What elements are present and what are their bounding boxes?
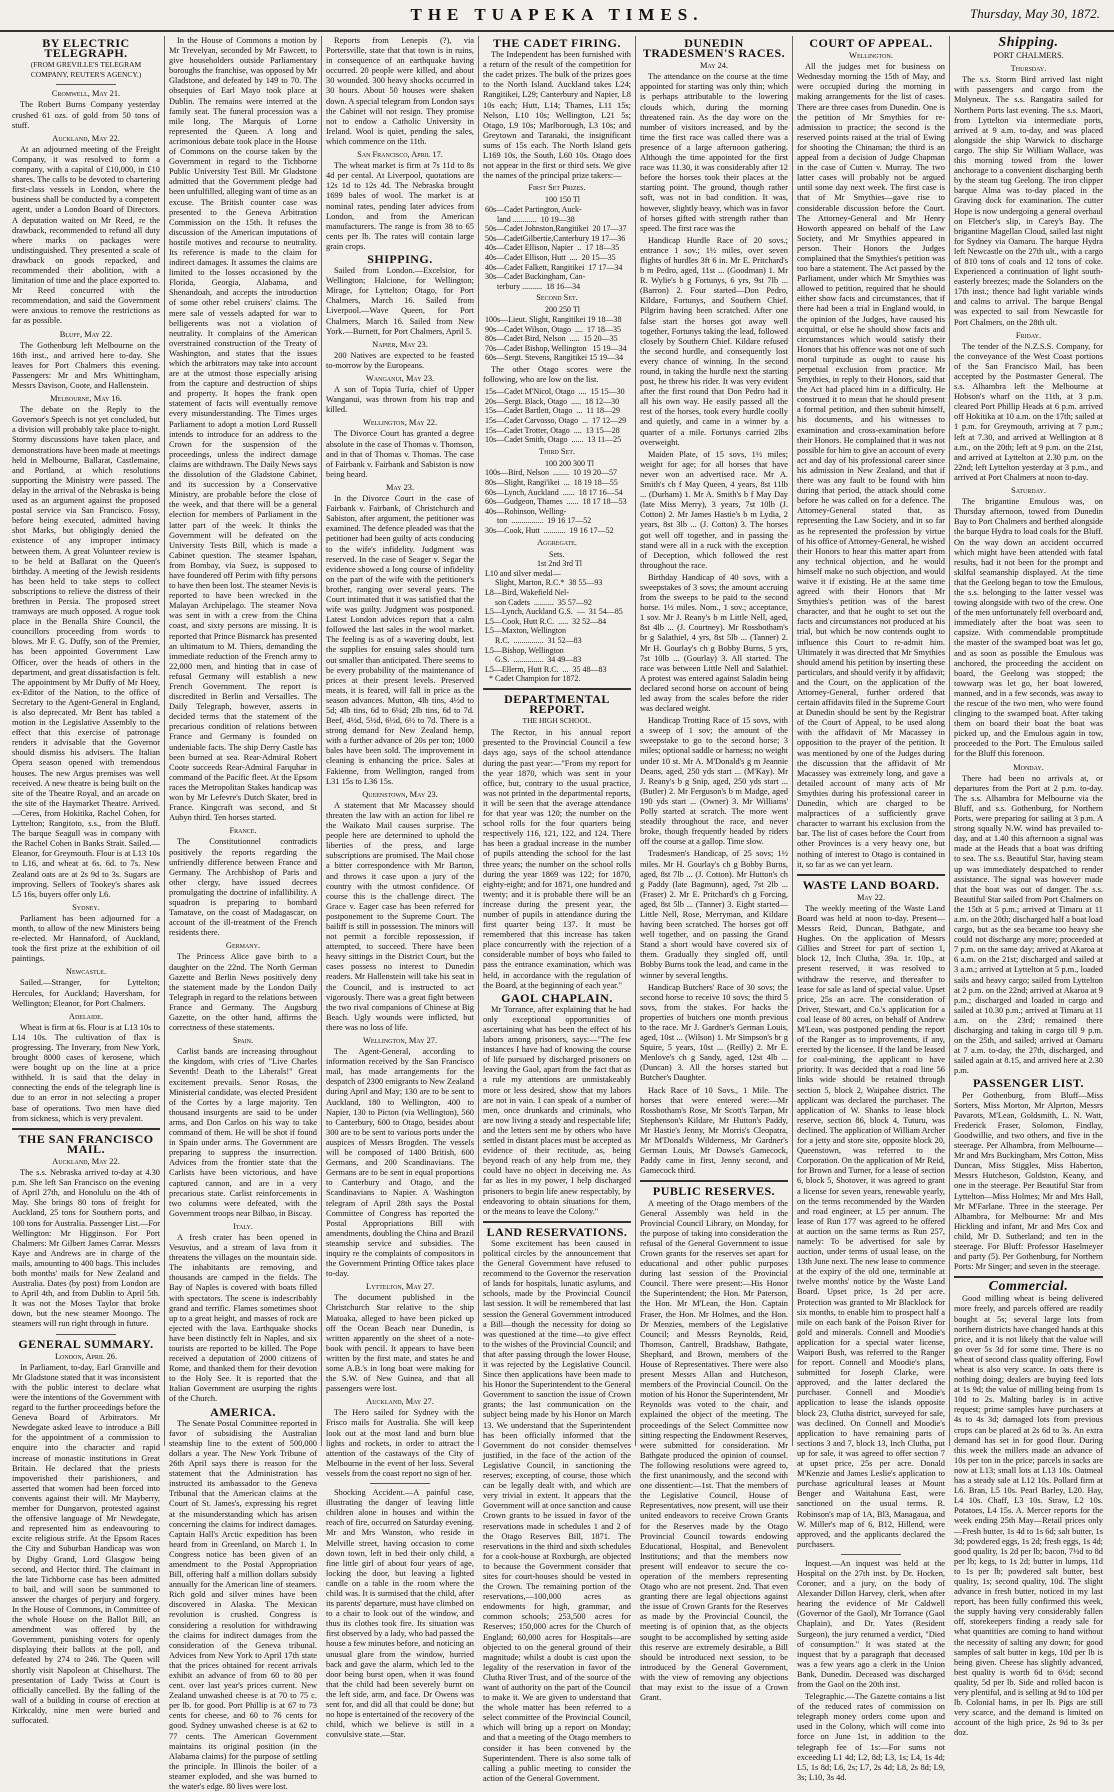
divider	[56, 1334, 115, 1335]
dateline: London, April 26.	[54, 1351, 118, 1361]
dateline: Germany.	[225, 941, 261, 951]
table-subheading: Second Set.	[536, 293, 578, 303]
subheading: THE HIGH SCHOOL.	[522, 716, 592, 726]
dateline: Wellington.	[849, 51, 893, 61]
article-paragraph: The Constitutionnel contradicts positively the reports regarding the unfriendly difference between France and Germany. The Archbishop of Paris and other clergy, have issued decrees promulgating the doctrine of infallibility. A squadron is preparing to bombard Tamatave, on the coast of Madagascar, on account of the ill-treatment of the French residents there.	[169, 837, 317, 938]
article-paragraph: Parliament has been adjourned for a month, to allow of the new Ministers being re-elected. Mr Hannaford, of Auckland, took the first prize at the exhibition of oil paintings.	[12, 913, 160, 964]
divider	[797, 874, 945, 876]
score-table: 200 250 Tl 100s—Lieut. Slight, Rangitikei 19 18—38 90s—Cadet Wilson, Otago .... 17 18—35 80s—Cadet Bird, Nelson ..... 15 20—35 70s—Cadet Bishop, Wellington 15 19—34 60s—Sergt. Stevens, Rangitikei 15 19—34	[485, 305, 627, 363]
table-subheading: Aggregate.	[537, 537, 577, 547]
article-paragraph: The Robert Burns Company yesterday crushed 61 ozs. of gold from 50 tons of stuff.	[12, 100, 160, 130]
section-heading: GAOL CHAPLAIN.	[501, 990, 613, 1005]
dateline: San Francisco, April 17.	[357, 150, 443, 160]
article-paragraph: Handicap Trotting Race of 15 sovs, with a sweep of 1 sov; the amount of the sweepstake to go to the second horse; 3 miles; optional saddle or harness; no weight under 10 st. Mr A. M'Donald's g m Jeannie Deans, aged, 250 yds start ... (M'Kay). Mr J. Reany's b g Snip, aged, 250 yds start ... (Butler) 2. Mr Ferguson's b m Madge, aged 190 yds start ... (Owner) 3. Mr Williams' Polly started at scratch. The more went steadily throughout the race, and never broke, though frequently headed by riders off the course at a gallop. Time slow.	[640, 716, 788, 847]
divider	[483, 1221, 631, 1223]
article-paragraph: A meeting of the Otago members of the General Assembly was held in the Provincial Council Library, on Monday, for the purpose of taking into consideration the refusal of the General Government to issue Crown grants for the reserves set apart for educational and other public purposes during last session of the Provincial Council. There were present:—His Honor the Superintendent; the Hon. Mr Paterson, the Hon. Mr M'Lean, the Hon. Captain Fraser, the Hon. Mr Holmes, and the Hon. Dr Menzies, members of the Legislative Council; and Messrs Reynolds, Reid, Thomson, Cantrell, Bradshaw, Bathgate, Shephard, and Brown, members of the House of Representatives. There were also present Messrs Allan and Hutcheson, members of the Provincial Council. On the motion of his Honor the Superintendent, Mr Reynolds was voted to the chair, and explained the object of the meeting. The proceedings of the Select Committee now sitting respecting the Endowment Reserves, were submitted for consideration. Mr Bathgate produced the opinion of counsel. The following resolutions were agreed to, the first unanimously, and the second with one dissentient:—1st. That the members of the Legislative Council, House of Representatives, now present, will use their united endeavors to receive Crown Grants for the Reserves made by the Otago Provincial Council towards endowing Educational, Hospital, and Benevolent Institutions; and that the members now present will endeavor to secure the co-operation of the members representing Otago who are not present. 2nd. That even granting there are legal objections against the issue of Crown Grants for the Reserves as made by the Provincial Council, the meeting is of opinion that, as the objects sought to be accomplished by setting aside this reserve are extremely desirable, a Bill should be introduced next session, to be introduced by the General Government, with the view of removing any objections that may exist to the issue of a Crown Grant.	[640, 1198, 788, 1703]
dateline: Wellington, May 22.	[362, 418, 438, 428]
divider	[370, 1483, 429, 1484]
article-paragraph: Handicap Butchers' Race of 30 sovs; the second horse to receive 10 sovs; the third 5 sovs, from the stakes. For hacks the properties of butchers one month previous to the race. Mr J. Gardner's German Louis, aged, 10st ... (Wilson) 1. Mr Simpson's br g Squire, 5 years, 10st ... (Reilly) 2. Mr E. Menlove's ch g Sandy, aged, 12st 4lb ... (Duncan) 3. All the horses started but Butcher's Daughter.	[640, 982, 788, 1083]
dateline: Saturday.	[1011, 486, 1046, 496]
article-paragraph: Per Gothenburg, from Bluff—Miss Sorters, Miss Morton, Mr Alprton, Messrs Pavarots, M'Lean, Goldsmith, L. N. Watt, Frederick Fraser, Solomon, Findlay, Goodwillie, and two others, and five in the steerage. Per Alhambra, from Melbourne—Mr and Mrs Buckingham, Mrs Cotton, Miss Duncan, Miss Stiggles, Miss Haberton, Messrs Hutcheson, Goldston, Keany, and one in the steerage. Per Beautiful Star from Lyttelton—Miss Holmes; Mr and Mrs Hall, Mr M'Farlane. Three in the steerage. Per Alhambra, for Melbourne: Mr and Mrs Hickling and infant, Mr and Mrs Cox and child, Mr D. Sutherland; and ten in the steerage. For Bluff: Professor Haselmeyer and party (5). Per Gothenburg, for Northern Ports: Mr Singer; and seven in the steerage.	[954, 1090, 1103, 1272]
article-paragraph: In the Divorce Court in the case of Fairbank v. Fairbank, of Christchurch and Sabiston, after argument, the petitioner was examined. The defence pleaded was that the petitioner had been guilty of acts conducing to the wife's infidelity. Judgment was reserved. In the case of Seager v. Segar the evidence showed a long course of infidelity on the part of the wife with the petitioner's brother, ranging over several years. The Court intimated that it was satisfied that the wife was guilty. Judgment was postponed. Latest London advices report that a calm followed the last sales in the wool market. The feeling is as of a wavering doubt, lest the supplies for ensuing sales should turn out smaller than anticipated. There seems to be every probability of the maintenance of prices at their present levels. Preserved meats, it is feared, will fall in price as the season advances. Mutton, 4lb tins, 4½d to 5d; 4lb tins, 6d to 6¼d; 2lb tins, 6d to 7d. Beef, 4½d, 5½d, 6½d, 6½ to 7d. There is a strong demand for New Zealand hemp, with a further advance of 20s per ton; 1000 bales have been sold. The improvement in cleaning is enhancing the price. Sales at Fakienne, from Wellington, ranged from L31 15s to L36 15s.	[326, 494, 474, 786]
article-paragraph: Inquest.—An inquest was held at the Hospital on the 27th inst. by Dr. Hocken, Coroner, and a jury, on the body of Alexander Dillon Harvey, clerk, when after hearing the evidence of Mr Caldwell (Governor of the Gaol), Mr Torrance (Gaol Chaplain), and Dr. Yates (Resident Surgeon), the jury returned a verdict, "Died of consumption." It was stated at the inquest that by a paragraph that deceased was a few years ago a clerk in the Union Bank, Dunedin. Deceased was discharged from the Gaol on the 20th inst.	[797, 1558, 945, 1689]
dateline: May 23.	[385, 482, 415, 492]
divider	[12, 1128, 160, 1130]
dateline: France.	[229, 826, 257, 836]
table-subheading: Third Set.	[539, 446, 575, 456]
article-paragraph: Good milling wheat is being delivered more freely, and parcels offered are readily bought at 5s; several large lots from northern districts have changed hands at this price, and it is not likely that the value will go over 5s 3d for some time. There is no wheat of second class quality offering. Fowl wheat is also very scarce. In oats there is nothing doing; dealers are buying feed lots at 1s 9d; the value of milling being from 1s 10d to 2s. Malting barley is in active request; prime samples have purchasers at 4s to 4s 3d; damaged lots from previous crops can be placed at 2s 6d to 3s. An extra demand has set in for good flour. During this week the millers made an advance of 10s per ton in the price; parcels in sacks are now at L13; small lots at L13 10s. Oatmeal has a steady sale at L12 10s. Pollard firm at L6. Bran, L5 10s. Pearl Barley, L20. Hay, L4 10s. Chaff, L3 10s. Straw, L2 10s. Potatoes, L4 15s. A. Mercer reports for the week ending 25th May—Retail prices only—Fresh butter, 1s 4d to 1s 6d; salt butter, 1s 3d; powdered eggs, 1s 2d; fresh eggs, 1s 4d; good quality, 1s 2d per lb; bacon, 7½d to 8d per lb; kegs, to 1s 2d; butter in lumps, 11d to 1s per lb; powdered salt butter, best quality, 1s; second quality, 10d. The slight advance in fresh butter, noticed in my last report, has been fully confirmed this week, the supply having very considerably fallen off, storekeepers finding a ready sale for what quantities are coming to hand without the necessity of salting any down; for good samples of salt butter in kegs, 10d per lb is being given. Cheese has slightly advanced, best quality is worth 6d to 6½d; second quality, 5d per lb. Side and rolled bacon is very plentiful, and is selling at 9d to 10d per lb. Colonial hams, in per lb. Pigs are still very scarce, and the demand is limited on account of the high price, 2s 9d to 3s per doz.	[954, 1294, 1103, 1738]
article-paragraph: The tender of the N.Z.S.S. Company, for the conveyance of the West Coast portions of the San Francisco Mail, has been accepted by the Postmaster General. The s.s. Alhambra left the Melbourne at Hobson's wharf on the 11th, at 3 p.m. cleared Port Phillip Heads at 6 p.m. arrived off Hokitika at 10 a.m. on the 17th; sailed at 1 p.m. for Greymouth, arriving at 7 p.m.; left at 7.30, and arrived at Wellington at 8 a.m., on the 20th; left at 9 p.m. on the 21st, and arrived at Lyttelton at 2.30 p.m. on the 22nd; left Lyttelton yesterday at 3 p.m., and arrived at Port Chalmers at noon to-day.	[954, 341, 1103, 482]
column-4	[479, 36, 636, 1783]
score-table: 100 200 300 Tl 100s—Bird, Nelson ........ 10 19 20—57 80s—Slight, Rangi'ikei ... 18 19 18—55 60s—Lynch, Auckland ...... 18 17 16—54 60s—Gudgeon, Thames ...... 18 17 18—53 40s—Robinson, Welling- ton ................ 19 16 17—52 30s—Cook, Hutt ........... 19 16 17—52	[485, 458, 627, 535]
dateline: PORT CHALMERS.	[993, 51, 1064, 61]
dateline: Queenstown, May 23.	[362, 789, 438, 799]
article-paragraph: Maiden Plate, of 15 sovs, 1½ miles; weight for age; for all horses that have never won an advertised race. Mr A. Smith's ch f May Queen, 4 years, 8st 11lb ... (Durham) 1. Mr A. Smith's b f May Day (late Miss Merry), 3 years, 7st 10lb (J. Cotton) 2. Mr James Hastie's b m Lydia, 2 years, 8st 3lb ... (J. Cotton) 3. The horses got well off together, and in passing the stand were all in a ruck with the exception of Deception, which followed the rest throughout the race.	[640, 449, 788, 570]
column-6	[793, 36, 950, 1782]
dateline: Spain.	[232, 1036, 254, 1046]
article-paragraph: Sailed.—Stranger, for Lyttelton; Hercules, for Auckland; Haversham, for Wellington; Eleanor, for Port Chalmers.	[12, 978, 160, 1008]
section-heading: Commercial.	[988, 1279, 1069, 1295]
article-paragraph: Sailed from London.—Excelsior, for Wellington; Halcione, for Wellington; Mirage, for Lyttelton; Otago, for Port Chalmers, March 16. Sailed from Liverpool.—Wave Queen, for Port Chalmers, March 16. Sailed from New York.—Burnett, for Port Chalmers, April 5.	[326, 266, 474, 336]
divider	[56, 84, 115, 85]
section-heading: SHIPPING.	[367, 251, 433, 266]
article-paragraph: Carlist bands are increasing throughout the kingdom, with cries of "Live Charles Seventh! Death to the Liberals!" Great excitement prevails. Senor Rosas, the Ministerial candidate, was elected President of the Cortes by a large majority. Ten thousand insurgents are said to be under arms, and Don Carlos on his way to take command of them. He will be shot if found in Spain under arms. The Government are preparing to suppress the insurrection. Advices from the frontier state that the Carlists have been victorious, and have captured cannon, and are in a very precarious state. Carlist reinforcements in two columns were defeated, with the Government troops near Bilbao, in Biscay.	[169, 1047, 317, 1218]
section-heading: THE SAN FRANCISCO MAIL.	[18, 1131, 154, 1156]
article-paragraph: Telegraphic.—The Gazette contains a list of the reduced rates of commission on telegraph money orders come upon and used in the Colony, which will come into force on June 1st, in addition to the telegraph fee of 1s:—For sums not exceeding L1 4d; L2, 8d; L3, 1s; L4, 1s 4d; L5, 1s 8d; L6, 2s; L7, 2s 4d; L8, 2s 8d; L9, 3s; L10, 3s 4d.	[797, 1692, 945, 1782]
article-paragraph: The attendance on the course at the time appointed for starting was only thin; which is perhaps attributable to the lowering clouds which, during the morning threatened rain. As the day wore on the number of visitors increased, and by the time the first race was called there was a presence of a large afternoon gathering. Although the time appointed for the first race was 11.30, it was considerably after 12 before the horses took their places at the starting point. The ground, though rather soft, was not in bad condition. It was, however, slightly heavy, which was in favor of horses gifted with strength rather than speed. The first race was the	[640, 72, 788, 233]
section-heading: DEPARTMENTAL REPORT.	[504, 692, 610, 717]
article-paragraph: The debate on the Reply to the Governor's Speech is not yet concluded, but a division will probably take place to-night. Stormy discussions have taken place, and demonstrations have been made at meetings held in Melbourne, Ballarat, Castlemaine, and Portland, at which resolutions supporting the Ministry were passed. The delay in the arrival of the Nebraska is being used as an argument against the proposed postal service via San Francisco. Fossy, before being executed, admitted having shot Marks, but obligingly denied the existence of any improper intimacy between them. A great Volunteer review is to be held at Ballarat on the Queen's birthday. A meeting of the Jewish residents has been held to take steps to collect subscriptions to relieve the distress of their brethren in Persia. The proposed street tramways are much opposed. A rogue took place in the Benalla Shire Council, the councillors proceeding from words to blows. Mr F. G. Duffy, son of the Premier, has been appointed Government Law Officer, over the heads of others in the department, and great dissatisfaction is felt. The appointment by Mr Duffy of Mr Hoey, ex-Editor of the Nation, to the office of Secretary to the Agent-General in England, is also deprecated. Mr Bent has tabled a motion in the Legislative Assembly to the effect that this exercise of patronage renders it advisable that the Governor should dismiss his advisers. The Italian Opera season opened with tremendous houses. The new Argus premises was well received. A new theatre is being built on the site of the Theatre Royal, and an arcade on the site of the Haymarket Theatre. Arrived.—Ceres, from Hokitika, Rachel Cohen, for Lyttelton; Rangitoto, s.s., from the Bluff. The barque Seagull was in company with the Rachel Cohen in Banks Strait. Sailed.—Eleanor, for Greymouth. Flour is at L13 10s to L16, and wheat at 6s. 6d. to 7s. New Zealand oats are at 2s 9d to 3s. Sugars are improving. Sellers of Tookey's shares ask L5 16s, buyers offer only L6.	[12, 405, 160, 899]
divider	[954, 1276, 1103, 1278]
dateline: Melbourne, May 16.	[50, 394, 122, 404]
dateline: Auckland, May 22.	[52, 133, 120, 143]
article-paragraph: The other Otago scores were the following, who are low on the list.	[483, 365, 631, 385]
article-paragraph: In the House of Commons a motion by Mr Trevelyan, seconded by Mr Fawcett, to give householders outside Parliamentary boroughs the franchise, was opposed by Mr Gladstone, and defeated by 149 to 70. The obsequies of Earl Mayo took place at Dublin. The remains were interred at the family seat. The funeral procession was a mile long. The Marquis of Lorne represented the Queen. A long and acrimonious debate took place in the House of Commons on the course taken by the Government in regard to the Tichborne Public University Test Bill. Mr Gladstone admitted that the Government pledge had been unfulfilled, alleging want of time as an excuse. The British counter case was presented to the Geneva Arbitration Commission on the 15th. It refuses the discussion of the American imputations of hostile motives and recourse to neutrality. Its reference is made to the claim for indirect damages. It assumes the claims are limited to the losses occasioned by the Florida, Georgia, Alabama, and Shenandoah, and accepts the introduction of some other rebel cruisers' claims. The mere sale of vessels adapted for war to belligerents was not a violation of neutrality. It complains of the American overstrained construction of the Treaty of Washington, and states that the issues which the arbitrators may take into account are at the utmost those especially arising from the capture and destruction of ships and property. It hopes the frank open statement of facts will eventually remove every misunderstanding. The Times urges Parliament to adopt a motion Lord Russell intends to introduce for an address to the Crown for the suspension of the proceedings, unless the indirect damage claims are withdrawn. The Daily News says the dissolution of the Gladstone Cabinet, and its succession by a Conservative Ministry, are probable before the close of the week, and that there will be a general election for members of Parliament in the latter part of the week. It thinks the Government will be defeated on the University Tests Bill, which is made a Cabinet question. The steamer Ispahan, from Bombay, via Suez, is supposed to have foundered off Perim with fifty persons to have then been lost. The steamer Nevis is reported to have been wrecked in the Malayan Archipelago. The steamer Nova was sent in with a crew from the China coast, and sixty persons are missing. It is reported that Prince Bismarck has presented an ultimatum to M. Thiers, demanding the immediate reduction of the French army to 22,000 men, and hinting that in case of refusal Germany will establish a new French Government. The report is discredited in Berlin and Versailles. The Daily Telegraph, however, asserts in decided terms that the statement of the precarious condition of relations between France and Germany is founded on undeniable facts. The ship Derry Castle has been burned at sea. Rear-Admiral Robert Coote succeeds Rear-Admiral Farquhar in command of the Pacific fleet. At the Epsom races the Metropolitan Stakes handicap was won by Mr Lefevre's Dutch Skater, bred in France. Kingcraft was second, and St Aubyn third. Ten horses started.	[169, 36, 317, 823]
dateline: Auckland, May 22.	[52, 1156, 120, 1166]
article-paragraph: Hack Race of 10 Sovs., 1 Mile. The horses that were entered were:—Mr Rossbotham's Rose, Mr Scott's Tarpan, Mr Stephenson's Kildare, Mr Hutton's Paddy, Mr Hastie's Jenny, Mr Morris's Cleopatra, Mr M'Donald's Wilderness, Mr Gardner's German Louis, Mr Dowse's Gamecock, Paddy came in first, Jenny second, and Gamecock third.	[640, 1085, 788, 1176]
dateline: Lyttelton, May 27.	[365, 1282, 435, 1292]
column-3	[322, 36, 479, 1740]
dateline: Bluff, May 22.	[59, 329, 113, 339]
article-paragraph: In Parliament, to-day, Earl Granville and Mr Gladstone stated that it was inconsistent with the public interest to declare what were the intentions of the Government with regard to the further proceedings before the Geneva Board of Arbitrators. Mr Newdegate asked leave to introduce a Bill for the appointment of a commission to enquire into the character and rapid increase of monastic institutions in Great Britain. He declared that the priests impoverished their parishioners, and asserted that women had been forced into convents against their will. Mr Mayberry, member for Dungarvon, protested against the offensive language of Mr Newdegate, and represented him as endeavouring to excite religious strife. At the Epsom Races the City and Suburban Handicap was won by Digby Grand, Lord Glasgow being second, and Hector third. The claimant in the late Tichborne case has been admitted to bail, and will soon be summoned to answer the charges of perjury and forgery. In the House of Commons, in Committee of the whole House on the Ballot Bill, an amendment was offered by the Government, punishing voters for openly displaying their ballots at the poll, and defeated by 274 to 246. The Queen will shortly visit Napoleon at Chiselhurst. The presentation of Lady Twiss at Court is officially cancelled. By the falling of the wall of a building in course of erection at Kirkcaldy, nine men were buried and suffocated.	[12, 1362, 160, 1725]
subheading: (FROM GREVILLE'S TELEGRAM COMPANY, REUTER'S AGENCY.)	[30, 60, 142, 80]
section-heading: Shipping.	[998, 35, 1059, 50]
article-paragraph: Handicap Hurdle Race of 20 sovs.; entrance 1 sov.; 1½ miles, over seven flights of hurdles 3ft 6 in. Mr E. Pritchard's b m Pedro, aged, 11st ... (Goodman) 1. Mr R. Wylie's b g Fortunys, 6 yrs, 9st 7lb ... (Barron) 2. Four started—Don Pedro, Kildare, Fortunys, and Southern Chief. Pilgrim having been scratched. After one false start the horses got away well together, Fortunys taking the lead, followed closely by Southern Chief. Kildare refused the second hurdle, and consequently lost every chance of winning. In the second round, in taking the hurdle next the starting post, he threw his rider. It was very evident after the first round that Don Pedro had it all his own way. He easily passed all the rest of the horses, took every hurdle coolly and quietly, and came in a winner by a quarter of a mile. Fortunys carried 2lbs overweight.	[640, 235, 788, 447]
article-paragraph: The Gothenburg left Melbourne on the 16th inst., and arrived here to-day. She leaves for Port Chalmers this evening. Passengers: Mr and Mrs Whittingham, Messrs Davison, Coote, and Hallenstein.	[12, 340, 160, 390]
article-paragraph: The Senate Postal Committee reported in favor of subsidising the Australian steamship line to the extent of 500,000 dollars a year. The New York Tribune of 26th April says there is reason for the statement that the Administration has instructed its ambassador to the Geneva Tribunal that the American claims at the Court of St. James's, expressing his regret at the misunderstanding which has arisen concerning the claims for indirect damages. Captain Hall's Arctic expedition has been heard from in Greenland, on March 1. In Congress notice has been given of an amendment to the Postal Appropriation Bill, offering half a million dollars subsidy annually for the American line of steamers. Rich gold and silver mines have been discovered in Alaska. The Mexican revolution is crushed. Congress is considering a resolution for withdrawing the claims for indirect damages from the consideration of the Geneva tribunal. Advices from New York to April 17th state that the prices obtained for recent arrivals exhibit an advance of from 60 to 80 per cent. over last year's prices current. New Zealand unwashed cheese is at 70 to 75 c. per lb. for good. Port Phillip is at 67 to 73 cents for cheese, and 60 to 76 cents for good. Sydney unwashed cheese is at 62 to 77 cents. The American Government maintains its original position (in the Alabama claims) for the purpose of settling the principle. In Illinois the boiler of a steamer exploded, and she was burned to the water's edge. 80 lives were lost.	[169, 1418, 317, 1792]
article-paragraph: All the judges met for business on Wednesday morning the 15th of May, and were occupied during the morning in making arrangements for the list of cases. There are three cases from Dunedin. One is the petition of Mr Smythies for re-admission to practice; the second is the reserved points raised at the trial of Ewing for shooting the Chinaman; the third is an appeal from a decision of Judge Chapman in the case of Cutten v. Murray. The two latter cases will probably not be argued until some day next week. The first case is that of Mr Smythies—gave rise to considerable discussion before the Court. The Attorney-General and Mr Henry Howorth appeared on behalf of the Law Society, and Mr Smythies appeared in person. Their Honors the Judges complained that the Smythies's petition was too bare a statement. The Act passed by the Parliament, under which Mr Smythies was allowed to petition, required that he should either show facts and circumstances, that if there had been a trial in England would, in the opinion of the Judges, have caused his acquittal, or else he should show facts and circumstances which would satisfy their Honors that his offence was not one of such moral turpitude as ought to cause his perpetual exclusion from practice. Mr Smythies, in reply to their Honors, said that the Act had placed him in a difficulty. He construed it to mean that he should present a formal petition, and then submit himself, his documents, and his witnesses to examination and cross-examination before their Honors. He complained that it was not possible for him to give an account of every act and day of his professional career since his admission in New Zealand, and that if there was any fault to be found with him during that period, the attack should come before he was called on for a defence. The Attorney-General stated that, as representing the Law Society, and in so far as he represented the profession by virtue of his office of Attorney-General, he wished their Honors to hear this matter apart from any technical objection, and he would himself make no such objection, and would waive it if existing. He at the same time agreed with their Honors that Mr Smythies's petition was of the barest character, and that he ought to set out the facts and circumstances not produced at his trial, but which he now contends ought to influence this Court to re-admit him. Ultimately it was directed that Mr Smythies should amend his petition by inserting these particulars, and should verify it by affidavit; and the Court, on the application of the Attorney-General, further ordered that certain affidavits filed in the Supreme Court at Dunedin should be sent by the Registrar of the Court of Appeal, to be used along with the affidavit of Mr Macassey in opposition to the prayer of the petition. It was mentioned by one of the Judges during the discussion that the affidavit of Mr Macassey was extremely long, and gave a detailed account of many acts of Mr Smythies during his professional career in Dunedin, which are charged to be malpractices of a sufficiently grave character to warrant his exclusion from the bar. The list of cases before the Court from other Provinces is a very heavy one, but nothing of interest to Otago is contained in it, so far as we can yet learn.	[797, 62, 945, 869]
article-paragraph: Birthday Handicap of 40 sovs, with a sweepstakes of 3 sovs; the amount accruing from the sweeps to be paid to the second horse. 1½ miles. Nom., 1 sov.; acceptance, 1 sov. Mr J. Reany's b m Little Nell, aged, 8st 4lb ... (J. Courtney). Mr Rossbotham's br g Salathiel, 4 yrs, 8st 5lb ... (Tanner) 2. Mr H. Gourlay's ch g Bobby Burns, 5 yrs, 7st 10lb ... (Gourlay) 3. All started. The race was between Little Nell and Salathiel. A protest was entered against Saladin being declared second horse on account of being led away from the scales before the rider was declared weight.	[640, 572, 788, 714]
article-paragraph: There had been no arrivals at, or departures from the Port at 2 p.m. to-day. The s.s. Alhambra for Melbourne via the Bluff, and s.s. Gothenburg, for Northern Ports, were preparing for sailing at 3 p.m. A strong squally N.W. wind has prevailed to-day, and at 1.40 this afternoon a signal was made at the Heads that a boat was drifting to sea. The s.s. Beautiful Star, having steam up was immediately despatched to render assistance. The signal was however made that the boat was out of danger. The s.s. Beautiful Star sailed from Port Chalmers on the 15th at 5 p.m.; arrived at Timaru at 11 a.m. on the 20th; discharged half a boat load cargo, but as the sea became too heavy she could not discharge any more; proceeded at 7 p.m. on the same day; arrived at Akaroa at 6 a.m. on the 21st; discharged and sailed at 3 a.m.; arrived at Lyttelton at 5 p.m., loaded sails and heavy cargo; sailed from Lyttelton at 2 p.m. on the 22nd; arrived at Akaroa at 9 p.m.; discharged and loaded in cargo and sailed at 10.30 p.m.; arrived at Timaru at 11 a.m. on the 23rd; remained there discharging and taking in cargo till 9 p.m. on the 25th, and sailed; arrived at Oamaru at 7 a.m. to-day, the 27th, discharged, and sailed again at 8.15, and arrived here at 2.30 p.m.	[954, 773, 1103, 1076]
dateline: Sydney.	[72, 902, 100, 912]
dateline: Wanganui, May 23.	[365, 374, 435, 383]
dateline: Cromwell, May 21.	[51, 89, 121, 99]
article-paragraph: The Princess Alice gave birth to a daughter on the 22nd. The North German Gazette and Berlin News positively deny the statement made by the London Daily Telegraph in regard to the relations between France and Germany. The Augsburg Gazette, on the other hand, affirms the correctness of these statements.	[169, 952, 317, 1033]
article-paragraph: A fresh crater has been opened in Vesuvius, and a stream of lava from it threatens the villages on the mountain side. The inhabitants are removing, and thousands are camped in the fields. The Bay of Naples is covered with boats filled with spectators. The scene is indescribably grand and terrific. Flames sometimes shoot up to a great height, and masses of rock are ejected with the lava. Earthquake shocks have been distinctly felt in Naples, and six tourists are reported to be killed. The Pope received a deputation of 2000 citizens of Rome, and thanked them for their devotion to the Holy See. It is reported that the Italian Government are usurping the rights of the Church.	[169, 1232, 317, 1404]
dateline: Monday.	[1013, 762, 1044, 772]
article-paragraph: The brigantine Emulous was, on Thursday afternoon, towed from Dunedin Bay to Port Chalmers and berthed alongside the barque Hydra to load coals for the Bluff. On the way down an accident occurred which might have been attended with fatal results, had it not been for the prompt and skilful seamanship displayed. At the time that the Geelong began to tow the Emulous, the s.s. belonging to the latter vessel was towing alongside with two of the crew. One of the men unfortunately fell overboard and, immediately after the boat was seen to capsize. With commendable promptitude the master of the swamped boat was let go, and as soon as possible the Emulous was anchored, the proceeding the accident on board, the Geelong was stopped; the towwarp was let go, her boat lowered, manned, and in a few seconds, was away to the rescue of the two men, who were found clinging to the swamped boat. After taking them on board their boat the boat was picked up, and the Emulous again in tow, proceeded to the Port. The Emulous sailed for the Bluff this forenoon.	[954, 497, 1103, 759]
article-paragraph: The Rector, in his annual report presented to the Provincial Council a few days ago, says of the school attendance during the past year:—"From my report for the year 1870, which was sent in your office, but, contrary to the usual practice, was not printed in the departmental reports, it will be seen that the average attendance for that year was 120; the number on the school rolls for the four quarters being respectively 116, 121, 122, and 124. There has been a gradual increase in the number of pupils attending the school for the last three years; the number on the school rolls during the year 1869 was 122; for 1870, eighty-eight; and for 1871, one hundred and twenty; and it is probable there will be an increase during the present year, the number of pupils in attendance during the first quarter being 137. It must be remembered that this increase has taken place concurrently with the rejection of a considerable number of boys who failed to pass the entrance examination, which was held, in accordance with the regulation of the Board, at the beginning of each year."	[483, 728, 631, 990]
section-heading: WASTE LAND BOARD.	[802, 877, 940, 892]
score-table: 15s—Cadet M'Nicol, Otago .... 15 15—30 20s—Sergt. Black, Otago ..... 18 12—30 15s—Cadet Bartlett, Otago ... 11 18—29 15s—Cadet Carvosso, Otago ... 17 12—29 15s—Cadet Trotter, Otago .... 13 15—28 10s—Cadet Smith, Otago ...... 13 11—25	[485, 387, 627, 445]
section-heading: DUNEDIN TRADESMEN'S RACES.	[642, 36, 786, 61]
article-paragraph: The wheat market is firm at 7s 11d to 8s 4d per cental. At Liverpool, quotations are 12s 1d to 12s 4d. The Nebraska brought 1699 bales of wool. The market is at nominal rates, pending later advices from London, and from the American manufacturers. The range is from 38 to 65 cents per lb. The rates will contain large grain crops.	[326, 161, 474, 251]
article-paragraph: Shocking Accident.—A painful case, illustrating the danger of leaving little children alone in houses and within the reach of fire, occurred on Saturday evening. Mr and Mrs Wanston, who reside in Melville street, having occasion to come down town, left in bed their only child, a fine little girl of about four years of age, locking the door, but leaving a lighted candle on a table in the room where the child was. It is surmised that the child, after its parents' departure, must have climbed on to a chair to look out of the window, and thus its clothes took fire. Its situation was first observed by a lady, who had passed the house a few minutes before, and noticing an unusual glare from the window, hurried back and gave the alarm, which led to the door being burst open, when it was found that the child had been severely burnt on the left side, arm, and face. Dr Owens was sent for, and did all that could be done; but no hope is entertained of the recovery of the child, which we believe is still in a convulsive state.—Star.	[326, 1488, 474, 1740]
dateline: Thursday.	[1010, 64, 1047, 74]
column-2	[165, 36, 322, 1792]
dateline: Italy.	[233, 1221, 253, 1231]
dateline: Adelaide.	[68, 1011, 104, 1021]
dateline: Friday.	[1015, 330, 1042, 340]
article-paragraph: Wheat is firm at 6s. Flour is at L13 10s to L14 10s. The cultivation of flax is progressing. The Inverary, from New York, brought 8000 cases of kerosene, which were bought up on the line at a price withheld. It is said that the delay in connecting the ends of the telegraph line is due to an error in not selecting a proper base of operations. Two men have died from sickness, which is very prevalent.	[12, 1022, 160, 1123]
section-heading: BY ELECTRIC TELEGRAPH.	[42, 36, 130, 61]
column-7	[950, 35, 1107, 1738]
section-heading: GENERAL SUMMARY.	[18, 1336, 154, 1351]
dateline: May 22.	[856, 892, 886, 902]
article-paragraph: The s.s. Storm Bird arrived last night with passengers and cargo from the Molyneux. The s.s. Rangatira sailed for Northern Ports last evening. The s.s. Maori, from Lyttelton via intermediate ports, arrived at 9 a.m. to-day, and was placed alongside the ship Warwick to discharge cargo. The ship Sir William Wallace, was this morning towed from the lower anchorage to a convenient discharging berth by the steam tug Geelong. The iron clipper barque Alma was to-day placed in the Graving dock for examination. The cutter Hope is now undergoing a general overhaul on Fletcher's slip, in Carey's Bay. The brigantine Magellan Cloud, sailed last night for Sydney via Oamaru. The barque Hydra left Newcastle on the 27th ult., with a cargo of 810 tons of coals and 12 tons of coke. Experienced a continuation of light south-easterly breezes; made the Solanders on the 17th inst.; thence had light variable winds and calms to arrival. The barque Bengal was expected to sail from Newcastle for Port Chalmers, on the 28th ult.	[954, 75, 1103, 327]
newspaper-title: THE TUAPEKA TIMES.	[410, 5, 704, 24]
article-paragraph: The weekly meeting of the Waste Land Board was held at noon to-day. Present—Messrs Reid, Duncan, Bathgate, and Hughes. On the application of Messrs Gillies and Street for part of section 1, block 12, Inch Clutha, 39a. 1r. 10p., at present reserved, it was resolved to withdraw the reserve, and thereafter to lease for sale as land of special value. Upset price, 25s an acre. The consideration of Driver, Stewart, and Co.'s application for a coal lease of 80 acres, on behalf of Andrew M'Lean, was postponed pending the report of the Ranger as to improvements, if any, erected by the licensee. If the land be leased for coal-mining, the applicant to have priority. It was decided that a road line 56 links wide should be retained through section 5, block 2, Waipahee district. The applicant was declared the purchaser. The application of W. Shanks to lease block reserve, section 86, block 4, Tuturu, was declined. The application of William Archer for a jetty and store site, opposite block 20, Queenstown, was referred to the Corporation. On the application of Mr Reid, for Brown and Turner, for a lease of section 6, block 5, Shotover, it was agreed to grant a license for seven years, renewable yearly, on the terms recommended by the Warden and road engineer, at L5 per annum. The lease of Run 177 was agreed to be offered at auction on the same terms as Run 257, namely: To be advertised for sale by auction, under terms of usual lease, on the 13th June next. The new lease to commence at the expiry of the old one, terminable at twelve months' notice by the Waste Land Board. Upset price, 1s 2d per acre. Protection was granted to Mr Blacklock for six months, to enable him to prospect half a mile on each bank of the Poison River for gold and minerals. Connell and Moodie's application for a special water license, Waipori Bush, was referred to the Ranger for report. Connell and Moodie's plans, submitted for Joseph Clarke, were approved, and the latter declared the purchaser. Connell and Moodie's application to lease the islands opposite block 23, Clutha district, surveyed for sale, was declined. On Connell and Moodie's application to have remaining parts of sections 3 and 7, block 13, Inch Clutha, put up for sale, it was agreed to offer section 7 at upset price, 25s per acre. Donald M'Kenzie and James Leslie's application to purchase agricultural leases at Mount Benger and Waitahuna East, were sanctioned on the usual terms. R. Robinson's map of 1A, Bl3, Managaua, and W. Miller's map of 6, B12, Hillend, were approved, and the applicants declared the purchasers.	[797, 903, 945, 1549]
article-paragraph: The document published in the Christchurch Star relative to the ship Matoaka, alleged to have been picked up off the Ocean Beach near Dunedin, is written apparently on the sheet of a note-book with pencil. It appears to have been written by the first mate, and states he and some A.B.'s in long boat were making for the S.W. of New Guinea, and that all passengers were lost.	[326, 1293, 474, 1394]
article-paragraph: A son of Topia Turia, chief of Upper Wanganui, was thrown from his trap and killed.	[326, 385, 474, 415]
divider	[841, 1554, 900, 1555]
article-paragraph: Mr Torrance, after explaining that he had only exceptional opportunities of ascertaining what has been the effect of his labors among prisoners, says:—"The few instances I have had of knowing the course of life pursued by discharged prisoners on leaving the Gaol, apart from the fact that as a rule my attentions are unmistakeably more or less desired, show that my labors are not in vain. I can speak of a number of men, once drunkards and criminals, who are now living a steady and respectable life; and the letters sent me by others who have settled in distant places must be accepted as evidence of their rectitude, as, being beyond reach of any help from me, they could have no object in deceiving me. As far as lies in my power, I help discharged prisoners to begin life anew respectably, by endeavoring to obtain situations for them, or the means to leave the Colony."	[483, 1004, 631, 1216]
article-paragraph: A statement that Mr Macassey should threaten the law with an action for libel re the Waikato Mail causes surprise. The people here are determined to uphold the liberties of the press, and large subscriptions are promised. The Mail chose a bitter correspondence with Mr Barton, and throws it case upon a jury of the country with the utmost confidence. Of course this is the challenge direct. The Grace v. Eager case has been referred for postponement to the Supreme Court. The bailiff is still in possession. The minors will not permit a forcible repossession, if attempted, to succeed. There have been heavy sittings in the District Court, but the cases possess no interest to Dunedin readers. Mr Hallenstein will take his seat in the Council, and is instructed to act vigorously. There was a great fight between the two rival companions of Chinese at Big Beach. Ugly wounds were inflicted, but there was no loss of life.	[326, 800, 474, 1032]
dateline: May 24.	[699, 61, 729, 71]
divider	[640, 1180, 788, 1182]
section-heading: AMERICA.	[210, 1404, 276, 1419]
dateline: Newcastle.	[65, 967, 107, 977]
article-paragraph: Tradesmen's Handicap, of 25 sovs; 1½ miles. Mr H. Gourlay's ch g Bobby Burns, aged, 8st 7lb ... (J. Cotton). Mr Hutton's ch g Paddy (late Bagmunn), aged, 7st 2lb ... (Fraser) 2. Mr E. Pritchard's ch g Forcing, aged, 8st 5lb ... (Tanner) 3. Eight started—Little Nell, Rose, Merryman, and Kildare having been scratched. The horses got off well together, and on passing the Grand Stand a short would have covered six of them. Gradually they singled off, until Bobby Burns took the lead, and came in the winner by several lengths.	[640, 849, 788, 980]
article-paragraph: The Independent has been furnished with a return of the result of the competition for the cadet prizes. The bulk of the prizes goes to the North Island. Auckland takes L24; Rangitikei, L29; Canterbury and Napier, L8 10s each; Hutt, L14; Thames, L11 15s; Nelson, L10 10s; Wellington, L21 5s; Otago, L9 10s; Marlborough, L3 10s; and Greytown and Taranaki, the insignificant sums of 15s each. The North Island gets L169 10s, the South, L60 10s. Otago does not appear in the first or third sets. We give the names of the principal prize takers:—	[483, 50, 631, 181]
article-paragraph: The Divorce Court has granted a degree absolute in the case of Thomas v. Thomson, and in that of Thomas v. Thomas. The case of Fairbank v. Fairbank and Sabiston is now being heard.	[326, 429, 474, 479]
section-heading: PASSENGER LIST.	[972, 1076, 1085, 1091]
table-subheading: First Set Prizes.	[528, 183, 586, 193]
section-heading: PUBLIC RESERVES.	[652, 1184, 776, 1199]
divider	[483, 688, 631, 690]
article-paragraph: The Hero sailed for Sydney with the Frisco mails for Australia. She will keep look out at the most land and burn blue lights and rockets, in order to attract the attention of the castaways of the City of Melbourne in the event of her loss. Several vessels from the coast report no sign of her.	[326, 1408, 474, 1478]
masthead-rule	[0, 31, 1114, 32]
article-paragraph: 200 Natives are expected to be feasted to-morrow by the Europeans.	[326, 350, 474, 370]
masthead	[0, 0, 1114, 31]
dateline: Wellington, May 27.	[362, 1036, 438, 1045]
dateline: Napier, May 23.	[372, 339, 428, 349]
article-paragraph: The s.s. Nebraska arrived to-day at 4.30 p.m. She left San Francisco on the evening of April 27th, and Honolulu on the 4th of May. She brings 80 tons of freight for Auckland, 25 tons for Southern ports, and 100 tons for Australia. Passenger List.—For Wellington: Mr Higginson. For Port Chalmers: Mr Gilbert James Carrar. Messrs Kaye and Andrews are in charge of the mails, amounting to 400 bags. This includes both months' mails for New Zealand and Australia. Dates (by post) from London are to April 4th, and from Dublin to April 5th. It was not the Moses Taylor that broke down, but the new steamer Moongo. The steamers will run right through in future.	[12, 1168, 160, 1329]
dateline: Auckland, May 27.	[366, 1397, 434, 1407]
column-1	[8, 36, 165, 1725]
article-paragraph: The Agent-General, according to information received by the San Francisco mail, has made arrangements for the despatch of 2300 emigrants to New Zealand during April and May; 130 are to be sent to Auckland, 180 to Wellington, 400 to Napier, 130 to Picton (via Wellington), 560 to Canterbury, 600 to Otago, besides about 300 are to be sent to various ports under the auspices of Messrs Brogden. The vessels will be composed of 1400 British, 600 Germans, and 200 Scandinavians. The Germans are to be sent in equal proportions to Canterbury and Otago, and the Scandinavians to Napier. A Washington telegram of April 28th says the Postal Committee of Congress has reported the Postal Appropriations Bill with amendments, doubling the China and Brazil steamship service and subsidies. The inquiry re the complaints of compositors in the Government Printing Office takes place to-day.	[326, 1047, 474, 1279]
article-paragraph: At an adjourned meeting of the Freight Company, it was resolved to form a company, with a capital of £10,000, in £10 shares. The calls to be devoted to chartering first-class vessels in London, where the business shall be conducted by a competent agent, under a London Board of Directors. A deputation waited on Mr Reed, re the drawback, recommended to refund all duty where marks on packages were undistinguished. They presented a scale of drawback on goods repacked, and recommended their abolition, with a limitation of time and the place exported to. Mr Reed concurred with the recommendation, and said the Government were anxious to remove the restrictions as far as possible.	[12, 144, 160, 326]
article-paragraph: Reports from Lenepis (?), via Portersville, state that that town is in ruins, in consequence of an earthquake having occurred. 20 people were killed, and about 30 wounded. 300 heavy shocks occurred in 30 hours. About 50 houses were shaken down. A special telegram from London says the Cabinet will not resign. They promise not to endow a Catholic University in Ireland. Wool is quiet, pending the sales, which commence on the 11th.	[326, 36, 474, 146]
score-table: 100 150 Tl 60s—Cadet Partington, Auck- land ............ 10 19—38 50s—Cadet Johnston,Rangitikei 20 17—37 50s—CadetGilbertie,Canterbury 19 17—36 40s—Cadet Ellison, Napier .. 17 18—35 40s—Cadet Ellison, Hutt .... 20 15—35 40s—Cadet Falkett, Rangitikei 17 17—34 30s—Cadet Buckingham, Can- terbury .......... 18 16—34	[485, 195, 627, 291]
section-heading: COURT OF APPEAL.	[809, 36, 933, 50]
columns	[8, 35, 1108, 1792]
article-paragraph: Some excitement has been caused in political circles by the announcement that the General Government have refused to recommend to the Governor the reservation of lands for hospitals, lunatic asylums, and schools, made by the Provincial Council last session. It will be remembered that last session the General Government introduced a Bill—though the necessity for doing so was questioned at the time—to give effect to the wishes of the Provincial Council; and that after passing through the lower House, it was rejected by the Legislative Council. Since then applications have been made to his Honor the Superintendent to the General Government to sanction the issue of Crown grants; the last communication on the subject being made by his Honor on March 13. We understand that the Superintendent has been officially informed that the Government do not consider themselves justified, in the face of the action of the Legislative Council, in sanctioning the reserves; excepting, of course, those which can be legally dealt with, and which are very trivial in extent. It appears that the Government will at once sanction and cause Crown grants to be issued in favor of the reservations made in schedules 1 and 2 of the Otago Reserves Bill, 1871. The reservations in the third and sixth schedules for a cook-house at Roxburgh, are objected to because the Government consider that sites for court-houses should be vested in the Crown. The remaining portion of the reservations,—100,000 acres as endowments for high, grammar, and common schools; 253,500 acres for Reserves; 150,000 acres for the Church of England; 60,000 acres for Hospitals—are objected to on the general ground of their magnitude; whilst a doubt is cast upon the legality of the reservation in favor of the Clutha River Trust, and of the source of the want of authority on the part of the Council to make it. We are given to understand that the whole matter has been referred to a select committee of the Provincial Council, which will bring up a report on Monday; and that a meeting of the Otago members to consider it has been convened by the Superintendent. There is also some talk of calling a public meeting to consider the action of the General Government.	[483, 1238, 631, 1783]
section-heading: THE CADET FIRING.	[493, 36, 621, 50]
column-5	[636, 36, 793, 1703]
section-heading: LAND RESERVATIONS.	[486, 1224, 628, 1239]
score-table: Sets. 1st 2nd 3rd Tl L10 and silver medal— Slight, Marton, R.C.* 38 55—93 L8—Bird, Wakefield Nel- son Cadets .......... 35 57—92 L5—Lynch, Auckland G.S. — 31 54—85 L5—Cook, Hutt R.C. ..... 32 52—84 L5—Maxton, Wellington R.C. ............... 31 52—83 L5—Bishop, Wellington G.S. ............... 34 49—83 L5—Ellerm, Hutt R.C. ... 35 48—83 * Cadet Champion for 1872.	[485, 549, 623, 684]
issue-date: Thursday, May 30, 1872.	[970, 6, 1100, 21]
